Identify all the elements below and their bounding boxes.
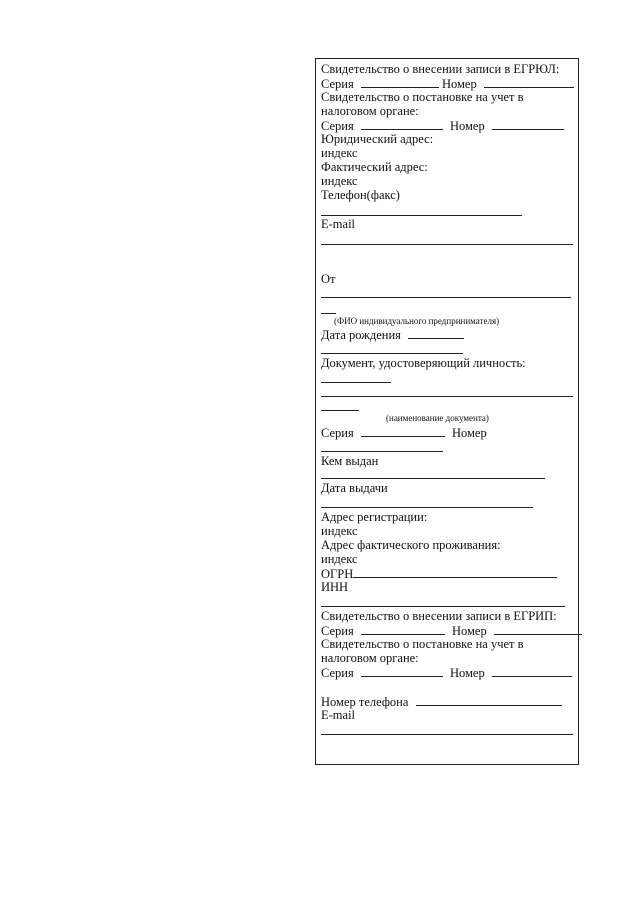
number-label: Номер bbox=[451, 426, 487, 440]
ie-tax-series-field[interactable] bbox=[361, 665, 443, 677]
tax-series-row bbox=[321, 118, 564, 133]
tax-certificate-label-2: налоговом органе: bbox=[321, 104, 419, 118]
identity-document-field-2[interactable] bbox=[321, 396, 573, 397]
series-label: Серия bbox=[321, 666, 354, 680]
birth-date-label: Дата рождения bbox=[321, 328, 401, 342]
ie-tax-number-field[interactable] bbox=[492, 665, 572, 677]
ie-email-label: E-mail bbox=[321, 708, 356, 722]
number-label: Номер bbox=[449, 119, 485, 133]
number-label: Номер bbox=[451, 624, 487, 638]
egrip-certificate-label: Свидетельство о внесении записи в ЕГРИП: bbox=[321, 609, 557, 623]
legal-address-label: Юридический адрес: bbox=[321, 132, 434, 146]
identity-document-field-3[interactable] bbox=[321, 410, 359, 411]
fio-caption: (ФИО индивидуального предпринимателя) bbox=[334, 316, 500, 326]
legal-index-label: индекс bbox=[321, 146, 358, 160]
residence-address-label: Адрес фактического проживания: bbox=[321, 538, 501, 552]
actual-index-label: индекс bbox=[321, 174, 358, 188]
issue-date-label: Дата выдачи bbox=[321, 481, 388, 495]
ogrn-field[interactable] bbox=[353, 566, 557, 578]
phone-fax-field[interactable] bbox=[321, 215, 522, 216]
ie-tax-certificate-label-2: налоговом органе: bbox=[321, 651, 419, 665]
phone-number-field[interactable] bbox=[416, 694, 562, 706]
ie-tax-series-row bbox=[321, 665, 572, 680]
fio-field-end bbox=[321, 313, 336, 314]
series-label: Серия bbox=[321, 426, 354, 440]
doc-series-field[interactable] bbox=[361, 425, 445, 437]
actual-address-label: Фактический адрес: bbox=[321, 160, 428, 174]
registration-address-label: Адрес регистрации: bbox=[321, 510, 428, 524]
doc-number-field[interactable] bbox=[321, 451, 443, 452]
number-label: Номер bbox=[441, 77, 477, 91]
inn-label: ИНН bbox=[321, 580, 349, 594]
egrul-series-field[interactable] bbox=[361, 76, 439, 88]
number-label: Номер bbox=[449, 666, 485, 680]
issued-by-field[interactable] bbox=[321, 478, 545, 479]
ie-email-field[interactable] bbox=[321, 734, 573, 735]
email-label: E-mail bbox=[321, 217, 356, 231]
ogrn-label: ОГРН bbox=[321, 567, 354, 581]
residence-index-label: индекс bbox=[321, 552, 358, 566]
issued-by-label: Кем выдан bbox=[321, 454, 379, 468]
egrip-number-field[interactable] bbox=[494, 623, 582, 635]
ie-tax-certificate-label-1: Свидетельство о постановке на учет в bbox=[321, 637, 524, 651]
birth-date-field[interactable] bbox=[408, 327, 464, 339]
phone-number-label: Номер телефона bbox=[321, 695, 409, 709]
egrip-series-field[interactable] bbox=[361, 623, 445, 635]
birth-date-row bbox=[321, 327, 464, 342]
egrul-certificate-label: Свидетельство о внесении записи в ЕГРЮЛ: bbox=[321, 62, 560, 76]
ogrn-row bbox=[321, 566, 557, 581]
tax-certificate-label-1: Свидетельство о постановке на учет в bbox=[321, 90, 524, 104]
email-field[interactable] bbox=[321, 244, 573, 245]
egrip-series-row bbox=[321, 623, 582, 638]
phone-number-row bbox=[321, 694, 562, 709]
series-label: Серия bbox=[321, 624, 354, 638]
doc-series-row bbox=[321, 425, 487, 440]
identity-document-field-1[interactable] bbox=[321, 382, 391, 383]
egrul-series-row bbox=[321, 76, 574, 91]
inn-field[interactable] bbox=[321, 606, 565, 607]
identity-document-label: Документ, удостоверяющий личность: bbox=[321, 356, 526, 370]
tax-number-field[interactable] bbox=[492, 118, 564, 130]
series-label: Серия bbox=[321, 119, 354, 133]
from-label: От bbox=[321, 272, 336, 286]
issue-date-field[interactable] bbox=[321, 507, 533, 508]
series-label: Серия bbox=[321, 77, 354, 91]
registration-index-label: индекс bbox=[321, 524, 358, 538]
fio-field[interactable] bbox=[321, 297, 571, 298]
phone-fax-label: Телефон(факс) bbox=[321, 188, 400, 202]
egrul-number-field[interactable] bbox=[484, 76, 574, 88]
birth-date-field-end bbox=[321, 353, 463, 354]
tax-series-field[interactable] bbox=[361, 118, 443, 130]
document-caption: (наименование документа) bbox=[386, 413, 489, 423]
